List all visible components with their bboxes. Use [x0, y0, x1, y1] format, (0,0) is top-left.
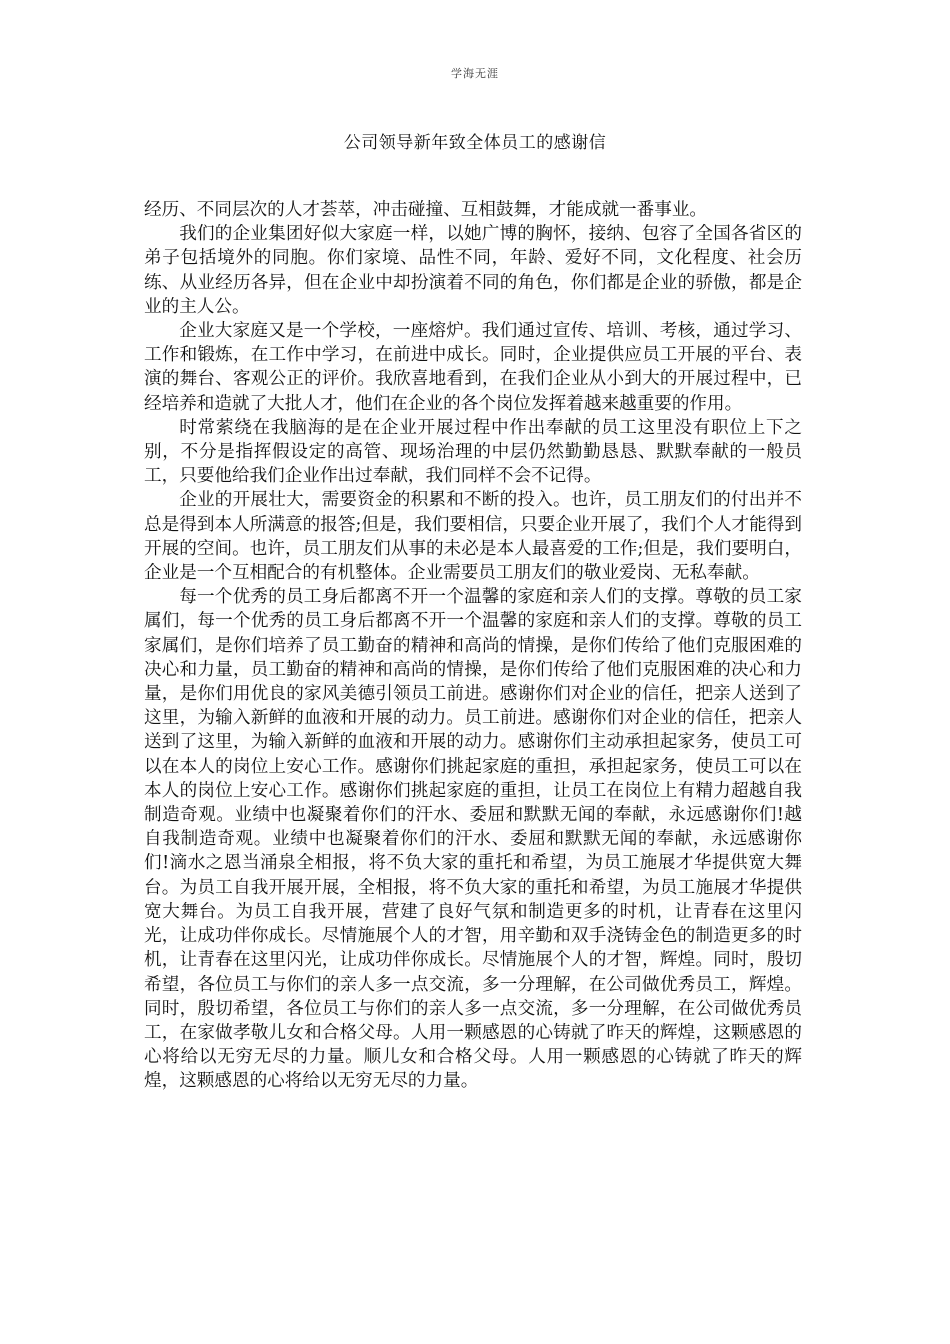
paragraph-continuation: 经历、不同层次的人才荟萃，冲击碰撞、互相鼓舞，才能成就一番事业。	[144, 200, 708, 220]
document-title: 公司领导新年致全体员工的感谢信	[343, 133, 607, 153]
paragraph-family: 我们的企业集团好似大家庭一样，以她广博的胸怀，接纳、包容了全国各省区的弟子包括境外的同胞。你们家境、品性不同，年龄、爱好不同，文化程度、社会历练、从业经历各异，但在企业中却扮演着不同的角色，你们都是企业的骄傲，都是企业的主人公。	[144, 224, 802, 317]
page-header: 学海无涯	[451, 67, 499, 80]
paragraph-contributors: 时常萦绕在我脑海的是在企业开展过程中作出奉献的员工这里没有职位上下之别，不分是指挥假设定的高管、现场治理的中层仍然勤勤恳恳、默默奉献的一般员工，只要他给我们企业作出过奉献，我们同样不会不记得。	[144, 417, 802, 487]
paragraph-thanks-families: 每一个优秀的员工身后都离不开一个温馨的家庭和亲人们的支撑。尊敬的员工家属们，每一个优秀的员工身后都离不开一个温馨的家庭和亲人们的支撑。尊敬的员工家属们，是你们培养了员工勤奋的精神和高尚的情操，是你们传给了他们克服困难的决心和力量，员工勤奋的精神和高尚的情操，是你们传给了他们克服困难的决心和力量，是你们用优良的家风美德引领员工前进。感谢你们对企业的信任，把亲人送到了这里，为输入新鲜的血液和开展的动力。员工前进。感谢你们对企业的信任，把亲人送到了这里，为输入新鲜的血液和开展的动力。感谢你们主动承担起家务，使员工可以在本人的岗位上安心工作。感谢你们挑起家庭的重担，承担起家务，使员工可以在本人的岗位上安心工作。感谢你们挑起家庭的重担，让员工在岗位上有精力超越自我制造奇观。业绩中也凝聚着你们的汗水、委屈和默默无闻的奉献，永远感谢你们!越自我制造奇观。业绩中也凝聚着你们的汗水、委屈和默默无闻的奉献，永远感谢你们!滴水之恩当涌泉全相报，将不负大家的重托和希望，为员工施展才华提供宽大舞台。为员工自我开展开展，全相报，将不负大家的重托和希望，为员工施展才华提供宽大舞台。为员工自我开展，营建了良好气氛和制造更多的时机，让青春在这里闪光，让成功伴你成长。尽情施展个人的才智，用辛勤和双手浇铸金色的制造更多的时机，让青春在这里闪光，让成功伴你成长。尽情施展个人的才智，辉煌。同时，殷切希望，各位员工与你们的亲人多一点交流，多一分理解，在公司做优秀员工，辉煌。同时，殷切希望，各位员工与你们的亲人多一点交流，多一分理解，在公司做优秀员工，在家做孝敬儿女和合格父母。人用一颗感恩的心铸就了昨天的辉煌，这颗感恩的心将给以无穷无尽的力量。顺儿女和合格父母。人用一颗感恩的心铸就了昨天的辉煌，这颗感恩的心将给以无穷无尽的力量。	[144, 587, 802, 1092]
letter-body	[144, 198, 802, 1094]
paragraph-school: 企业大家庭又是一个学校，一座熔炉。我们通过宣传、培训、考核，通过学习、工作和锻炼，在工作中学习，在前进中成长。同时，企业提供应员工开展的平台、表演的舞台、客观公正的评价。我欣喜地看到，在我们企业从小到大的开展过程中，已经培养和造就了大批人才，他们在企业的各个岗位发挥着越来越重要的作用。	[144, 321, 802, 414]
paragraph-growth: 企业的开展壮大，需要资金的积累和不断的投入。也许，员工朋友们的付出并不总是得到本人所满意的报答;但是，我们要相信，只要企业开展了，我们个人才能得到开展的空间。也许，员工朋友们从事的未必是本人最喜爱的工作;但是，我们要明白，企业是一个互相配合的有机整体。企业需要员工朋友们的敬业爱岗、无私奉献。	[144, 490, 802, 584]
